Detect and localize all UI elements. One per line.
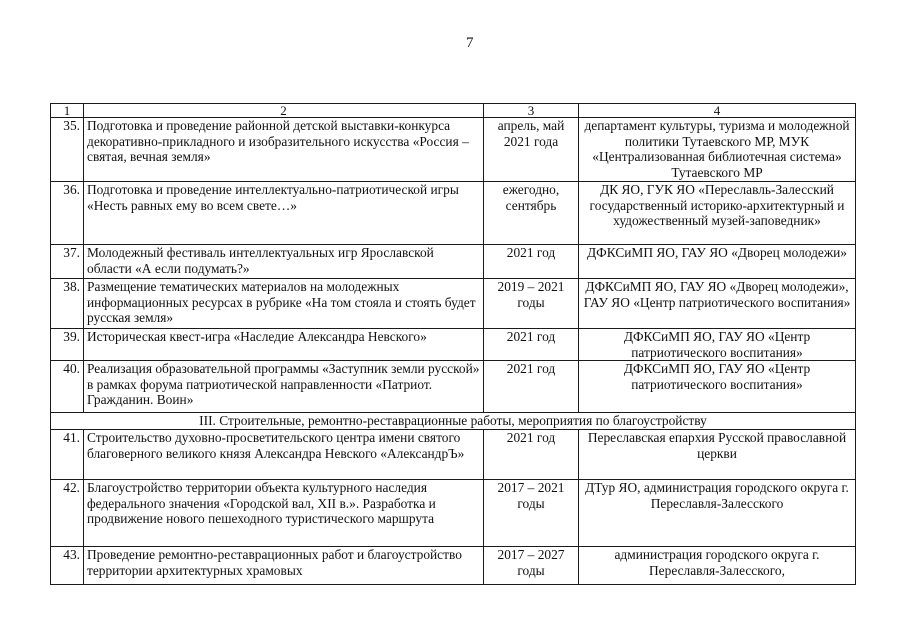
table-row (51, 329, 856, 361)
event-name: Историческая квест-игра «Наследие Александра Невского» (84, 329, 484, 361)
event-executor: ДФКСиМП ЯО, ГАУ ЯО «Центр патриотического воспитания» (579, 361, 856, 413)
event-executor: департамент культуры, туризма и молодежной политики Тутаевского МР, МУК «Централизованная библиотечная система» Тутаевского МР (579, 118, 856, 182)
column-number-row (51, 104, 856, 118)
event-executor: ДТур ЯО, администрация городского округа г. Переславля-Залесского (579, 480, 856, 547)
event-executor: ДФКСиМП ЯО, ГАУ ЯО «Дворец молодежи», ГАУ ЯО «Центр патриотического воспитания» (579, 279, 856, 329)
row-number: 39. (51, 329, 84, 361)
event-name: Подготовка и проведение районной детской выставки-конкурса декоративно-прикладного и изобразительного искусства «Россия – святая, вечная земля» (84, 118, 484, 182)
event-name: Молодежный фестиваль интеллектуальных игр Ярославской области «А если подумать?» (84, 245, 484, 279)
table-row (51, 245, 856, 279)
row-number: 42. (51, 480, 84, 547)
event-name: Строительство духовно-просветительского центра имени святого благоверного великого князя Александра Невского «АлександрЪ» (84, 430, 484, 480)
event-term: 2017 – 2027 годы (484, 547, 579, 585)
row-number: 41. (51, 430, 84, 480)
event-term: 2017 – 2021 годы (484, 480, 579, 547)
event-name: Благоустройство территории объекта культурного наследия федерального значения «Городской вал, XII в.». Разработка и продвижение нового пешеходного туристического маршрута (84, 480, 484, 547)
event-term: ежегодно, сентябрь (484, 182, 579, 245)
row-number: 37. (51, 245, 84, 279)
event-executor: администрация городского округа г. Переславля-Залесского, (579, 547, 856, 585)
column-number-4: 4 (579, 104, 856, 118)
event-executor: ДК ЯО, ГУК ЯО «Переславль-Залесский государственный историко-архитектурный и художественный музей-заповедник» (579, 182, 856, 245)
column-number-3: 3 (484, 104, 579, 118)
column-number-1: 1 (51, 104, 84, 118)
event-executor: Переславская епархия Русской православной церкви (579, 430, 856, 480)
section-heading-row (51, 413, 856, 430)
table-row (51, 430, 856, 480)
table-row (51, 182, 856, 245)
table-row (51, 361, 856, 413)
row-number: 38. (51, 279, 84, 329)
event-term: апрель, май 2021 года (484, 118, 579, 182)
event-term: 2021 год (484, 361, 579, 413)
row-number: 36. (51, 182, 84, 245)
event-executor: ДФКСиМП ЯО, ГАУ ЯО «Центр патриотического воспитания» (579, 329, 856, 361)
page-number: 7 (466, 35, 474, 51)
event-term: 2021 год (484, 329, 579, 361)
event-term: 2021 год (484, 245, 579, 279)
row-number: 40. (51, 361, 84, 413)
table-row (51, 118, 856, 182)
column-number-2: 2 (84, 104, 484, 118)
event-name: Проведение ремонтно-реставрационных работ и благоустройство территории архитектурных храмовых (84, 547, 484, 585)
event-name: Реализация образовательной программы «Заступник земли русской» в рамках форума патриотической направленности «Патриот. Гражданин. Воин» (84, 361, 484, 413)
table-row (51, 547, 856, 585)
event-name: Подготовка и проведение интеллектуально-патриотической игры «Несть равных ему во всем свете…» (84, 182, 484, 245)
events-table (50, 103, 856, 585)
table-row (51, 480, 856, 547)
event-term: 2019 – 2021 годы (484, 279, 579, 329)
table-row (51, 279, 856, 329)
event-term: 2021 год (484, 430, 579, 480)
row-number: 43. (51, 547, 84, 585)
row-number: 35. (51, 118, 84, 182)
event-name: Размещение тематических материалов на молодежных информационных ресурсах в рубрике «На том стояла и стоять будет русская земля» (84, 279, 484, 329)
section-heading: III. Строительные, ремонтно-реставрационные работы, мероприятия по благоустройству (51, 413, 856, 430)
event-executor: ДФКСиМП ЯО, ГАУ ЯО «Дворец молодежи» (579, 245, 856, 279)
